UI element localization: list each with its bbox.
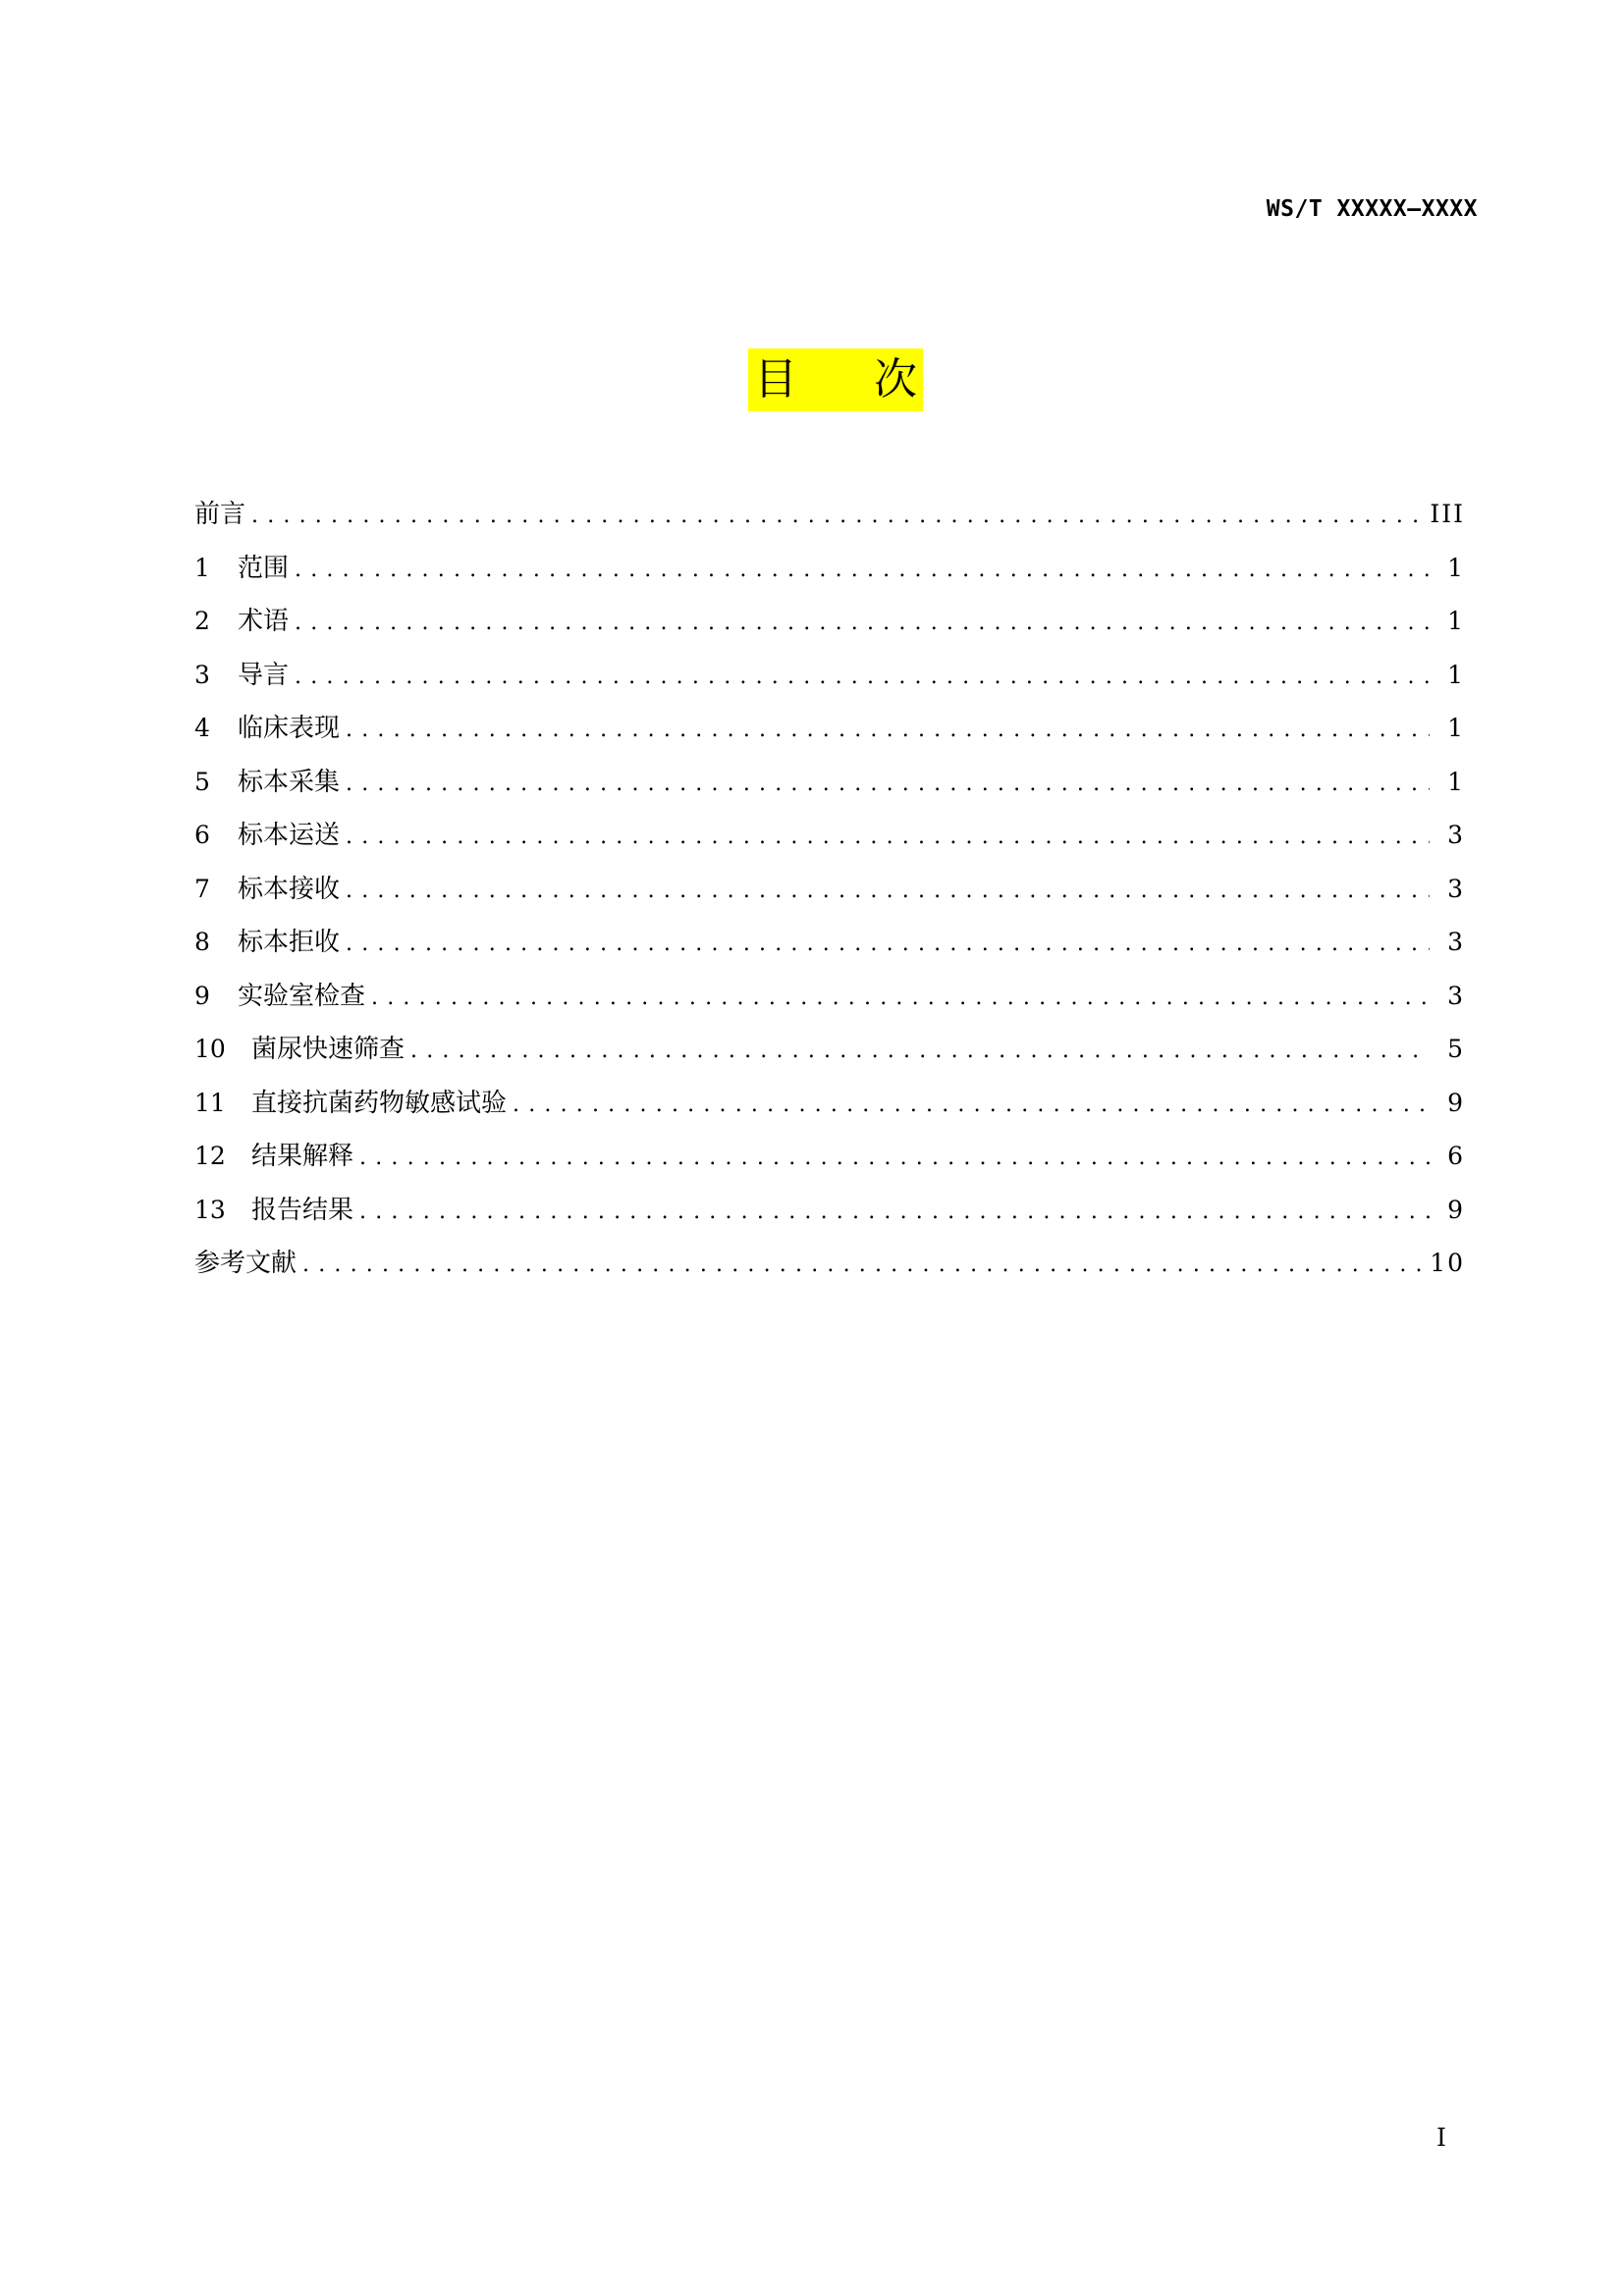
toc-entry-title: 标本运送 <box>238 821 341 850</box>
toc-entry-number: 5 <box>194 767 210 796</box>
toc-entry-number: 8 <box>194 928 210 956</box>
toc-entry-number: 2 <box>194 607 210 635</box>
toc-entry-3[interactable] <box>194 649 1465 703</box>
toc-entry-page: 1 <box>1447 714 1465 742</box>
toc-entry-13[interactable] <box>194 1184 1465 1238</box>
toc-entry-foreword[interactable] <box>194 488 1465 542</box>
toc-entry-7[interactable] <box>194 863 1465 917</box>
toc-leader-dots <box>346 865 1430 919</box>
toc-entry-references[interactable] <box>194 1237 1465 1291</box>
toc-leader-dots <box>410 1025 1430 1079</box>
toc-entry-number: 10 <box>194 1035 226 1063</box>
toc-entry-title: 直接抗菌药物敏感试验 <box>251 1088 508 1118</box>
toc-entry-title: 范围 <box>238 553 290 583</box>
toc-entry-page: 9 <box>1447 1195 1465 1224</box>
toc-entry-title: 术语 <box>238 607 290 636</box>
toc-leader-dots <box>302 1239 1424 1293</box>
toc-entry-page: 1 <box>1447 607 1465 635</box>
toc-entry-page: 3 <box>1447 981 1465 1010</box>
toc-entry-page: 3 <box>1447 928 1465 956</box>
toc-entry-title: 标本拒收 <box>238 928 341 957</box>
toc-entry-title: 结果解释 <box>251 1142 354 1171</box>
toc-leader-dots <box>346 758 1430 812</box>
toc-entry-5[interactable] <box>194 756 1465 810</box>
toc-leader-dots <box>346 811 1430 865</box>
toc-leader-dots <box>346 704 1430 758</box>
toc-entry-page: 1 <box>1447 553 1465 582</box>
toc-entry-title: 临床表现 <box>238 714 341 743</box>
toc-entry-number: 6 <box>194 821 210 849</box>
toc-entry-9[interactable] <box>194 970 1465 1024</box>
table-of-contents <box>194 488 1465 1291</box>
toc-entry-page: 9 <box>1447 1088 1465 1117</box>
toc-entry-number: 3 <box>194 660 210 689</box>
toc-entry-title: 标本接收 <box>238 874 341 904</box>
toc-entry-number: 4 <box>194 714 210 742</box>
toc-entry-number: 11 <box>194 1088 226 1117</box>
toc-entry-2[interactable] <box>194 595 1465 649</box>
toc-entry-page: 3 <box>1447 874 1465 903</box>
toc-leader-dots <box>513 1079 1430 1133</box>
toc-entry-number: 12 <box>194 1142 226 1170</box>
toc-leader-dots <box>346 918 1430 972</box>
toc-leader-dots <box>295 544 1430 598</box>
toc-entry-page: 3 <box>1447 821 1465 849</box>
toc-leader-dots <box>359 1132 1430 1186</box>
toc-entry-8[interactable] <box>194 916 1465 970</box>
toc-entry-page: 6 <box>1447 1142 1465 1170</box>
toc-entry-page: 10 <box>1430 1249 1465 1277</box>
toc-entry-11[interactable] <box>194 1077 1465 1131</box>
toc-entry-number: 1 <box>194 553 210 582</box>
toc-entry-4[interactable] <box>194 702 1465 756</box>
toc-entry-title: 导言 <box>238 660 290 690</box>
document-code: WS/T XXXXX—XXXX <box>1266 196 1478 222</box>
toc-entry-12[interactable] <box>194 1130 1465 1184</box>
toc-leader-dots <box>295 597 1430 651</box>
toc-entry-title: 标本采集 <box>238 767 341 797</box>
toc-entry-number: 7 <box>194 874 210 903</box>
toc-leader-dots <box>295 651 1430 705</box>
toc-entry-10[interactable] <box>194 1023 1465 1077</box>
toc-leader-dots <box>371 972 1430 1026</box>
toc-entry-1[interactable] <box>194 542 1465 596</box>
toc-entry-number: 13 <box>194 1195 226 1224</box>
toc-title <box>748 348 923 411</box>
toc-entry-title: 前言 <box>194 500 246 529</box>
toc-entry-page: 5 <box>1447 1035 1465 1063</box>
page-number: I <box>1436 2123 1446 2152</box>
toc-entry-page: 1 <box>1447 767 1465 796</box>
toc-title-char-1: 目 <box>754 354 797 404</box>
toc-entry-title: 参考文献 <box>194 1249 298 1278</box>
toc-entry-title: 菌尿快速筛查 <box>251 1035 406 1064</box>
toc-title-char-2: 次 <box>874 354 917 404</box>
toc-leader-dots <box>251 490 1424 544</box>
toc-entry-page: 1 <box>1447 660 1465 689</box>
toc-entry-title: 实验室检查 <box>238 981 366 1011</box>
toc-entry-6[interactable] <box>194 809 1465 863</box>
toc-leader-dots <box>359 1186 1430 1240</box>
toc-entry-page: III <box>1430 500 1465 528</box>
toc-entry-number: 9 <box>194 981 210 1010</box>
toc-entry-title: 报告结果 <box>251 1195 354 1225</box>
